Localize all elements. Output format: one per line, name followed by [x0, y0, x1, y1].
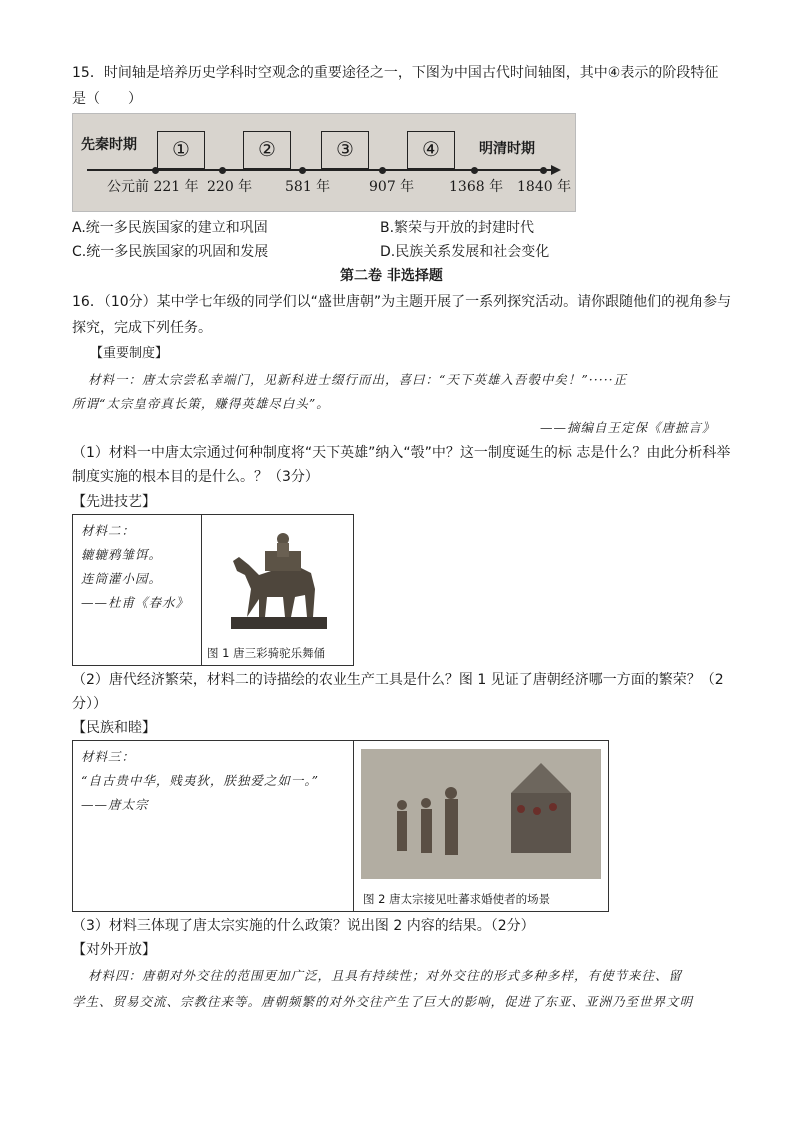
material2-line1: 辘辘鸦雏饵。 — [81, 547, 163, 562]
q16-2-line2: 分）） — [72, 696, 107, 712]
q15-option-b: B.繁荣与开放的封建时代 — [380, 220, 535, 236]
material1-source: ——摘编自王定保《唐摭言》 — [540, 420, 716, 435]
q16-1-line2: 制度实施的根本目的是什么。？（3分） — [72, 469, 319, 485]
timeline-dot — [471, 167, 478, 174]
timeline-end-label: 明清时期 — [479, 141, 535, 157]
q16-intro-line2: 探究，完成下列任务。 — [72, 320, 212, 336]
material2-table — [72, 514, 354, 666]
section-heading-tech: 【先进技艺】 — [72, 494, 156, 510]
timeline-figure — [72, 113, 576, 212]
q16-1-line1: （1）材料一中唐太宗通过何种制度将“天下英雄”纳入“彀”中？这一制度诞生的标 志是什么？由此分析科举 — [72, 445, 731, 461]
timeline-box-2: ② — [243, 131, 291, 169]
q15-option-c: C.统一多民族国家的巩固和发展 — [72, 244, 269, 260]
figure2-caption: 图 2 唐太宗接见吐蕃求婚使者的场景 — [363, 892, 551, 906]
q15-option-d: D.民族关系发展和社会变化 — [380, 244, 550, 260]
section-title: 第二卷 非选择题 — [340, 268, 443, 284]
camel-figurine-photo — [207, 517, 347, 637]
timeline-dot — [540, 167, 547, 174]
timeline-dot — [299, 167, 306, 174]
timeline-year: 581 年 — [285, 179, 331, 195]
timeline-year: 1368 年 — [449, 179, 504, 195]
material2-title: 材料二： — [81, 523, 136, 538]
material3-title: 材料三： — [81, 749, 136, 764]
timeline-box-1: ① — [157, 131, 205, 169]
material4-line2: 学生、贸易交流、宗教往来等。唐朝频繁的对外交往产生了巨大的影响，促进了东亚、亚洲乃至世界文明 — [72, 994, 694, 1009]
figure1-caption: 图 1 唐三彩骑驼乐舞俑 — [207, 646, 326, 660]
q16-3-line1: （3）材料三体现了唐太宗实施的什么政策？说出图 2 内容的结果。（2分） — [72, 918, 535, 934]
q16-2-line1: （2）唐代经济繁荣，材料二的诗描绘的农业生产工具是什么？图 1 见证了唐朝经济哪一方面的繁荣？（2 — [72, 672, 724, 688]
q15-stem-line2: 是（ ） — [72, 91, 142, 107]
material2-line2: 连筒灌小园。 — [81, 571, 163, 586]
q15-option-a: A.统一多民族国家的建立和巩固 — [72, 220, 268, 236]
timeline-dot — [379, 167, 386, 174]
timeline-year: 220 年 — [207, 179, 253, 195]
timeline-dot — [219, 167, 226, 174]
material1-line1: 材料一：唐太宗尝私幸端门，见新科进士缀行而出，喜曰：“天下英雄入吾彀中矣！”·····正 — [88, 372, 628, 387]
timeline-box-4: ④ — [407, 131, 455, 169]
material3-table — [72, 740, 609, 912]
timeline-start-label: 先秦时期 — [81, 137, 137, 153]
material4-line1: 材料四：唐朝对外交往的范围更加广泛，且具有持续性；对外交往的形式多种多样，有使节来往、留 — [88, 968, 683, 983]
q16-intro-line1: 16．（10分）某中学七年级的同学们以“盛世唐朝”为主题开展了一系列探究活动。请你跟随他们的视角参与 — [72, 294, 732, 310]
material1-line2: 所谓“太宗皇帝真长策，赚得英雄尽白头”。 — [72, 396, 330, 411]
timeline-box-3: ③ — [321, 131, 369, 169]
material3-line1: “自古贵中华，贱夷狄，朕独爱之如一。” — [81, 773, 320, 788]
section-heading-system: 【重要制度】 — [90, 346, 169, 361]
section-heading-ethnic: 【民族和睦】 — [72, 720, 156, 736]
timeline-year: 907 年 — [369, 179, 415, 195]
painting-photo — [361, 749, 601, 879]
timeline-year: 公元前 221 年 — [107, 179, 199, 195]
section-heading-opening: 【对外开放】 — [72, 942, 156, 958]
material3-source: ——唐太宗 — [81, 797, 149, 812]
timeline-year: 1840 年 — [517, 179, 572, 195]
q15-stem-line1: 15．时间轴是培养历史学科时空观念的重要途径之一，下图为中国古代时间轴图，其中④表示的阶段特征 — [72, 65, 719, 81]
material2-source: ——杜甫《春水》 — [81, 595, 190, 610]
